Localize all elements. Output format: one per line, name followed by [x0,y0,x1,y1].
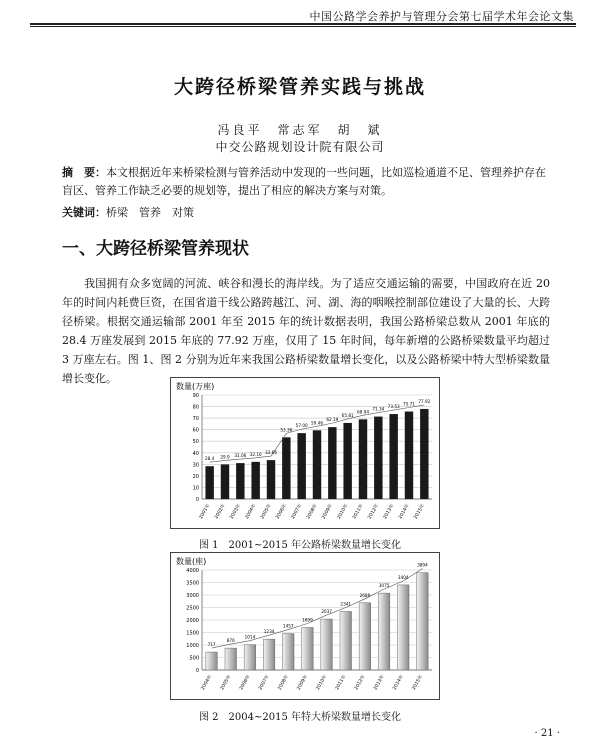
data-label: 31.06 [234,453,247,459]
data-label: 71.34 [372,406,385,412]
keywords-text: 桥梁 管养 对策 [106,206,194,219]
bar [205,466,213,499]
abstract-text: 本文根据近年来桥梁检测与管养活动中发现的一些问题，比如巡检通道不足、管理养护存在盲区、管养工作缺乏必要的规划等，提出了相应的解决方案与对策。 [62,166,546,197]
x-tick-label: 2014年 [398,503,411,521]
authors: 冯良平 常志军 胡 斌 [217,123,383,137]
data-label: 2037 [321,609,332,615]
data-label: 75.71 [403,401,415,407]
x-tick-label: 2008年 [306,503,319,521]
bar [343,423,351,499]
data-label: 1699 [302,617,313,623]
bar [267,460,275,499]
x-tick-label: 2008年 [277,674,290,692]
x-tick-label: 2005年 [260,503,273,521]
data-label: 3894 [417,562,428,568]
x-tick-label: 2011年 [335,674,348,692]
data-label: 73.53 [387,404,400,410]
y-tick-label: 70 [192,416,199,423]
x-tick-label: 2006年 [239,674,252,692]
y-tick-label: 40 [192,450,199,457]
x-tick-label: 2012年 [354,674,367,692]
abstract [62,164,552,200]
x-tick-label: 2012年 [367,503,381,521]
x-tick-label: 2015年 [411,674,425,692]
bar [221,464,229,499]
y-tick-label: 80 [192,404,199,411]
bar [236,463,244,499]
x-tick-label: 2009年 [296,674,310,692]
data-label: 65.81 [341,412,354,418]
data-label: 57.00 [295,423,308,429]
header-rule-thin [30,26,576,27]
keywords [62,204,194,220]
bar [313,430,321,499]
y-tick-label: 4000 [186,568,199,574]
y-tick-label: 1500 [186,630,199,637]
x-tick-label: 2015年 [413,503,427,521]
y-tick-label: 90 [192,393,199,399]
x-tick-label: 2006年 [275,503,289,521]
data-label: 68.94 [357,409,369,415]
y-tick-label: 0 [195,497,199,503]
bar [417,573,429,670]
x-tick-label: 2009年 [321,503,335,521]
y-tick-label: 50 [192,439,199,446]
y-tick-label: 1000 [186,643,199,649]
paper-title: 大跨径桥梁管养实践与挑战 [173,76,426,98]
bar [321,619,333,670]
x-tick-label: 2004年 [244,503,258,521]
x-tick-label: 2004年 [200,674,214,692]
bar [302,628,314,670]
page-number: · 21 · [534,728,560,739]
x-tick-label: 2010年 [315,674,329,692]
figure-1-chart [170,377,440,529]
bar [420,409,428,499]
bar [225,648,237,670]
bar [251,462,259,499]
bar [405,412,413,499]
y-tick-label: 0 [195,668,199,674]
data-label: 876 [226,638,235,644]
x-tick-label: 2007年 [258,674,271,692]
data-label: 33.66 [265,450,277,456]
x-tick-label: 2010年 [336,503,350,521]
body-paragraph: 我国拥有众多宽阔的河流、峡谷和漫长的海岸线。为了适应交通运输的需要，中国政府在近 20 年的时间内耗费巨资，在国省道干线公路跨越江、河、湖、海的咽喉控制部位建设了大量的长、大跨径桥梁。根据交通运输部 2001 年至 2015 年的统计数据表明，我国公路桥梁总数从 2001 年底的 28.4 万座发展到 2015 年底的 77.92 万座，仅用了 15 年时间，每年新增的公路桥梁数量平均超过 3 万座左右。图 1、图 2 分别为近年来我国公路桥梁数量增长变化，以及公路桥梁中特大型桥梁数量增长变化。 [62,277,550,385]
bar [340,611,352,670]
data-label: 53.36 [280,427,293,433]
figure-2-chart [170,552,440,700]
x-tick-label: 2003年 [229,503,243,521]
bar [378,593,390,670]
data-label: 1014 [244,634,256,640]
chart-title: 数量(万座) [176,382,215,391]
data-label: 62.19 [326,417,339,423]
bar [297,433,305,499]
section-heading: 一、大跨径桥梁管养现状 [62,239,249,259]
bar [389,414,397,499]
x-tick-label: 2005年 [220,674,233,692]
data-label: 2688 [359,592,371,598]
bar [359,419,367,499]
x-tick-label: 2002年 [214,503,227,521]
y-tick-label: 60 [192,427,199,434]
abstract-label: 摘 要： [62,166,106,179]
running-header: 中国公路学会养护与管理分会第七届学术年会论文集 [309,10,574,23]
chart-title: 数量(座) [176,557,207,566]
bar [359,603,371,670]
y-tick-label: 3500 [186,580,199,587]
bar [283,634,295,670]
y-tick-label: 20 [192,473,199,480]
data-label: 32.16 [249,451,262,457]
figure-1-caption: 图 1 2001~2015 年公路桥梁数量增长变化 [199,540,401,551]
data-label: 28.4 [205,456,215,462]
figure-2-caption: 图 2 2004~2015 年特大桥梁数量增长变化 [199,712,401,723]
data-label: 1234 [263,629,275,635]
data-label: 3075 [378,583,390,589]
x-tick-label: 2013年 [382,503,396,521]
y-tick-label: 2500 [186,605,199,612]
bar [328,427,336,499]
data-label: 59.46 [311,420,323,426]
keywords-label: 关键词： [62,206,106,219]
x-tick-label: 2014年 [392,674,405,692]
data-label: 29.9 [220,454,230,460]
bar [374,417,382,499]
y-tick-label: 2000 [186,618,199,624]
affiliation: 中交公路规划设计院有限公司 [215,140,385,154]
x-tick-label: 2013年 [373,674,386,692]
data-label: 77.92 [418,398,431,404]
y-tick-label: 30 [192,462,199,469]
y-tick-label: 3000 [186,593,199,599]
bar [244,645,256,670]
x-tick-label: 2001年 [198,503,212,521]
data-label: 1457 [282,623,294,629]
x-tick-label: 2007年 [290,503,304,521]
bar [263,639,275,670]
data-label: 717 [207,642,216,648]
bar [398,585,410,670]
y-tick-label: 500 [189,655,199,662]
bar [282,437,290,499]
x-tick-label: 2011年 [352,503,365,521]
y-tick-label: 10 [192,485,199,492]
bar [206,652,218,670]
data-label: 2341 [340,601,352,607]
header-rule [30,23,576,25]
data-label: 3404 [397,574,409,580]
